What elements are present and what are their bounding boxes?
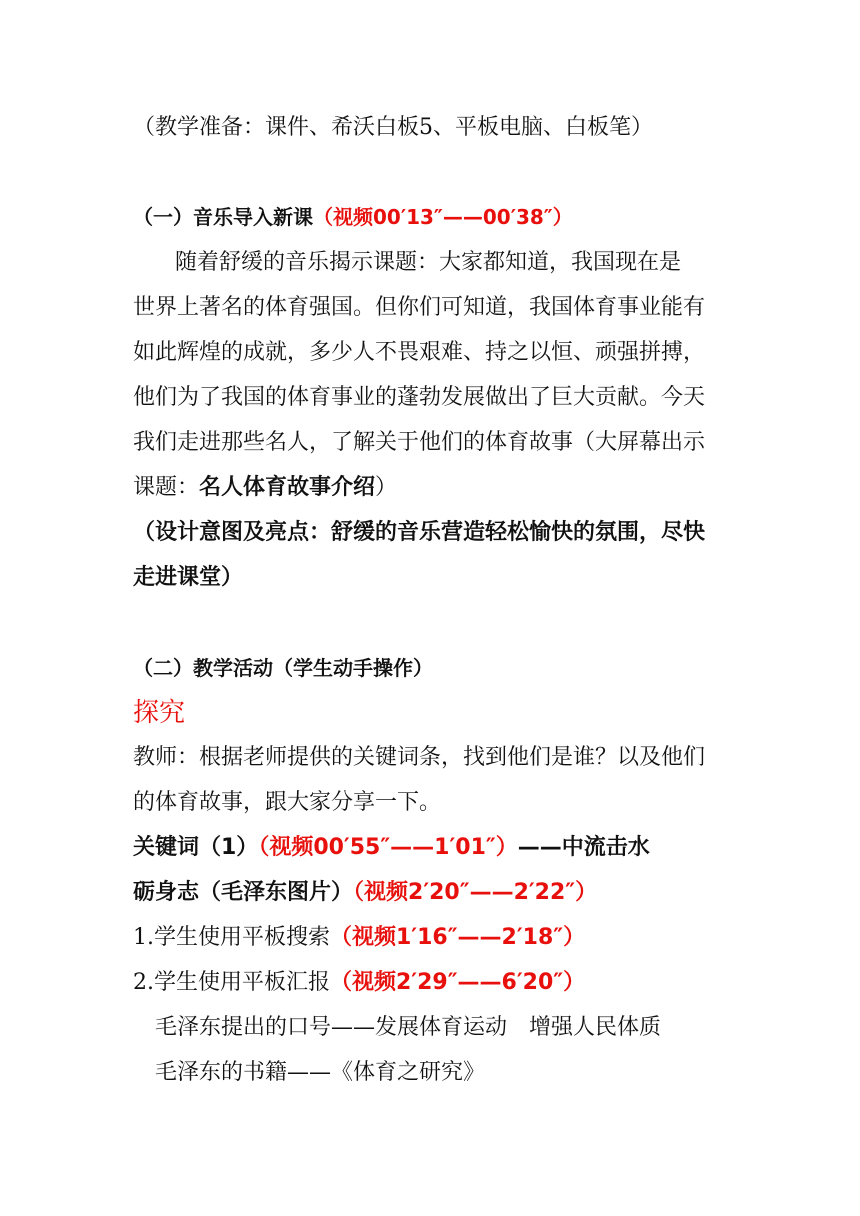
topic-suffix: ） (375, 475, 398, 500)
intro-paragraph-line-1: 随着舒缓的音乐揭示课题：大家都知道，我国现在是 (175, 250, 682, 275)
lesson-topic-title: 名人体育故事介绍 (199, 475, 376, 500)
image-video-timestamp: （视频2′20″——2′22″） (353, 880, 598, 905)
teacher-instruction-line-1: 教师：根据老师提供的关键词条，找到他们是谁？以及他们 (133, 745, 706, 770)
step-1-line (133, 927, 585, 949)
intro-paragraph-line-4: 他们为了我国的体育事业的蓬勃发展做出了巨大贡献。今天 (133, 385, 706, 410)
section1-heading: （一）音乐导入新课 (133, 205, 313, 229)
keyword-phrase-continued: 砺身志（毛泽东图片） (133, 880, 354, 905)
keyword-label: 关键词（1） (133, 835, 259, 860)
explore-heading: 探究 (133, 698, 186, 728)
keyword-phrase: ——中流击水 (517, 835, 650, 860)
keyword-1-line (133, 837, 650, 859)
intro-paragraph-line-5: 我们走进那些名人，了解关于他们的体育故事（大屏幕出示 (133, 430, 706, 455)
intro-paragraph-line-3: 如此辉煌的成就，多少人不畏艰难、持之以恒、顽强拼搏， (133, 340, 706, 365)
section2-heading: （二）教学活动（学生动手操作） (133, 656, 433, 680)
note-slogan: 毛泽东提出的口号——发展体育运动 增强人民体质 (155, 1015, 662, 1040)
design-intent-line-2: 走进课堂） (133, 565, 244, 590)
keyword-1-line-2 (133, 882, 597, 904)
step-2-text: 2.学生使用平板汇报 (133, 970, 330, 995)
step-2-video-timestamp: （视频2′29″——6′20″） (330, 970, 586, 995)
teacher-instruction-line-2: 的体育故事，跟大家分享一下。 (133, 790, 442, 815)
keyword-video-timestamp: （视频00′55″——1′01″） (258, 835, 518, 860)
step-1-video-timestamp: （视频1′16″——2′18″） (330, 925, 586, 950)
step-2-line (133, 972, 585, 994)
intro-paragraph-line-2: 世界上著名的体育强国。但你们可知道，我国体育事业能有 (133, 295, 706, 320)
design-intent-line-1: （设计意图及亮点：舒缓的音乐营造轻松愉快的氛围，尽快 (133, 520, 706, 545)
section1-heading-line (133, 207, 573, 227)
section1-video-timestamp: （视频00′13″——00′38″） (313, 205, 573, 229)
intro-paragraph-line-6 (133, 477, 397, 499)
note-book: 毛泽东的书籍——《体育之研究》 (155, 1060, 486, 1085)
topic-prefix: 课题： (133, 475, 200, 500)
teaching-preparation: （教学准备：课件、希沃白板5、平板电脑、白板笔） (133, 115, 653, 140)
step-1-text: 1.学生使用平板搜索 (133, 925, 330, 950)
